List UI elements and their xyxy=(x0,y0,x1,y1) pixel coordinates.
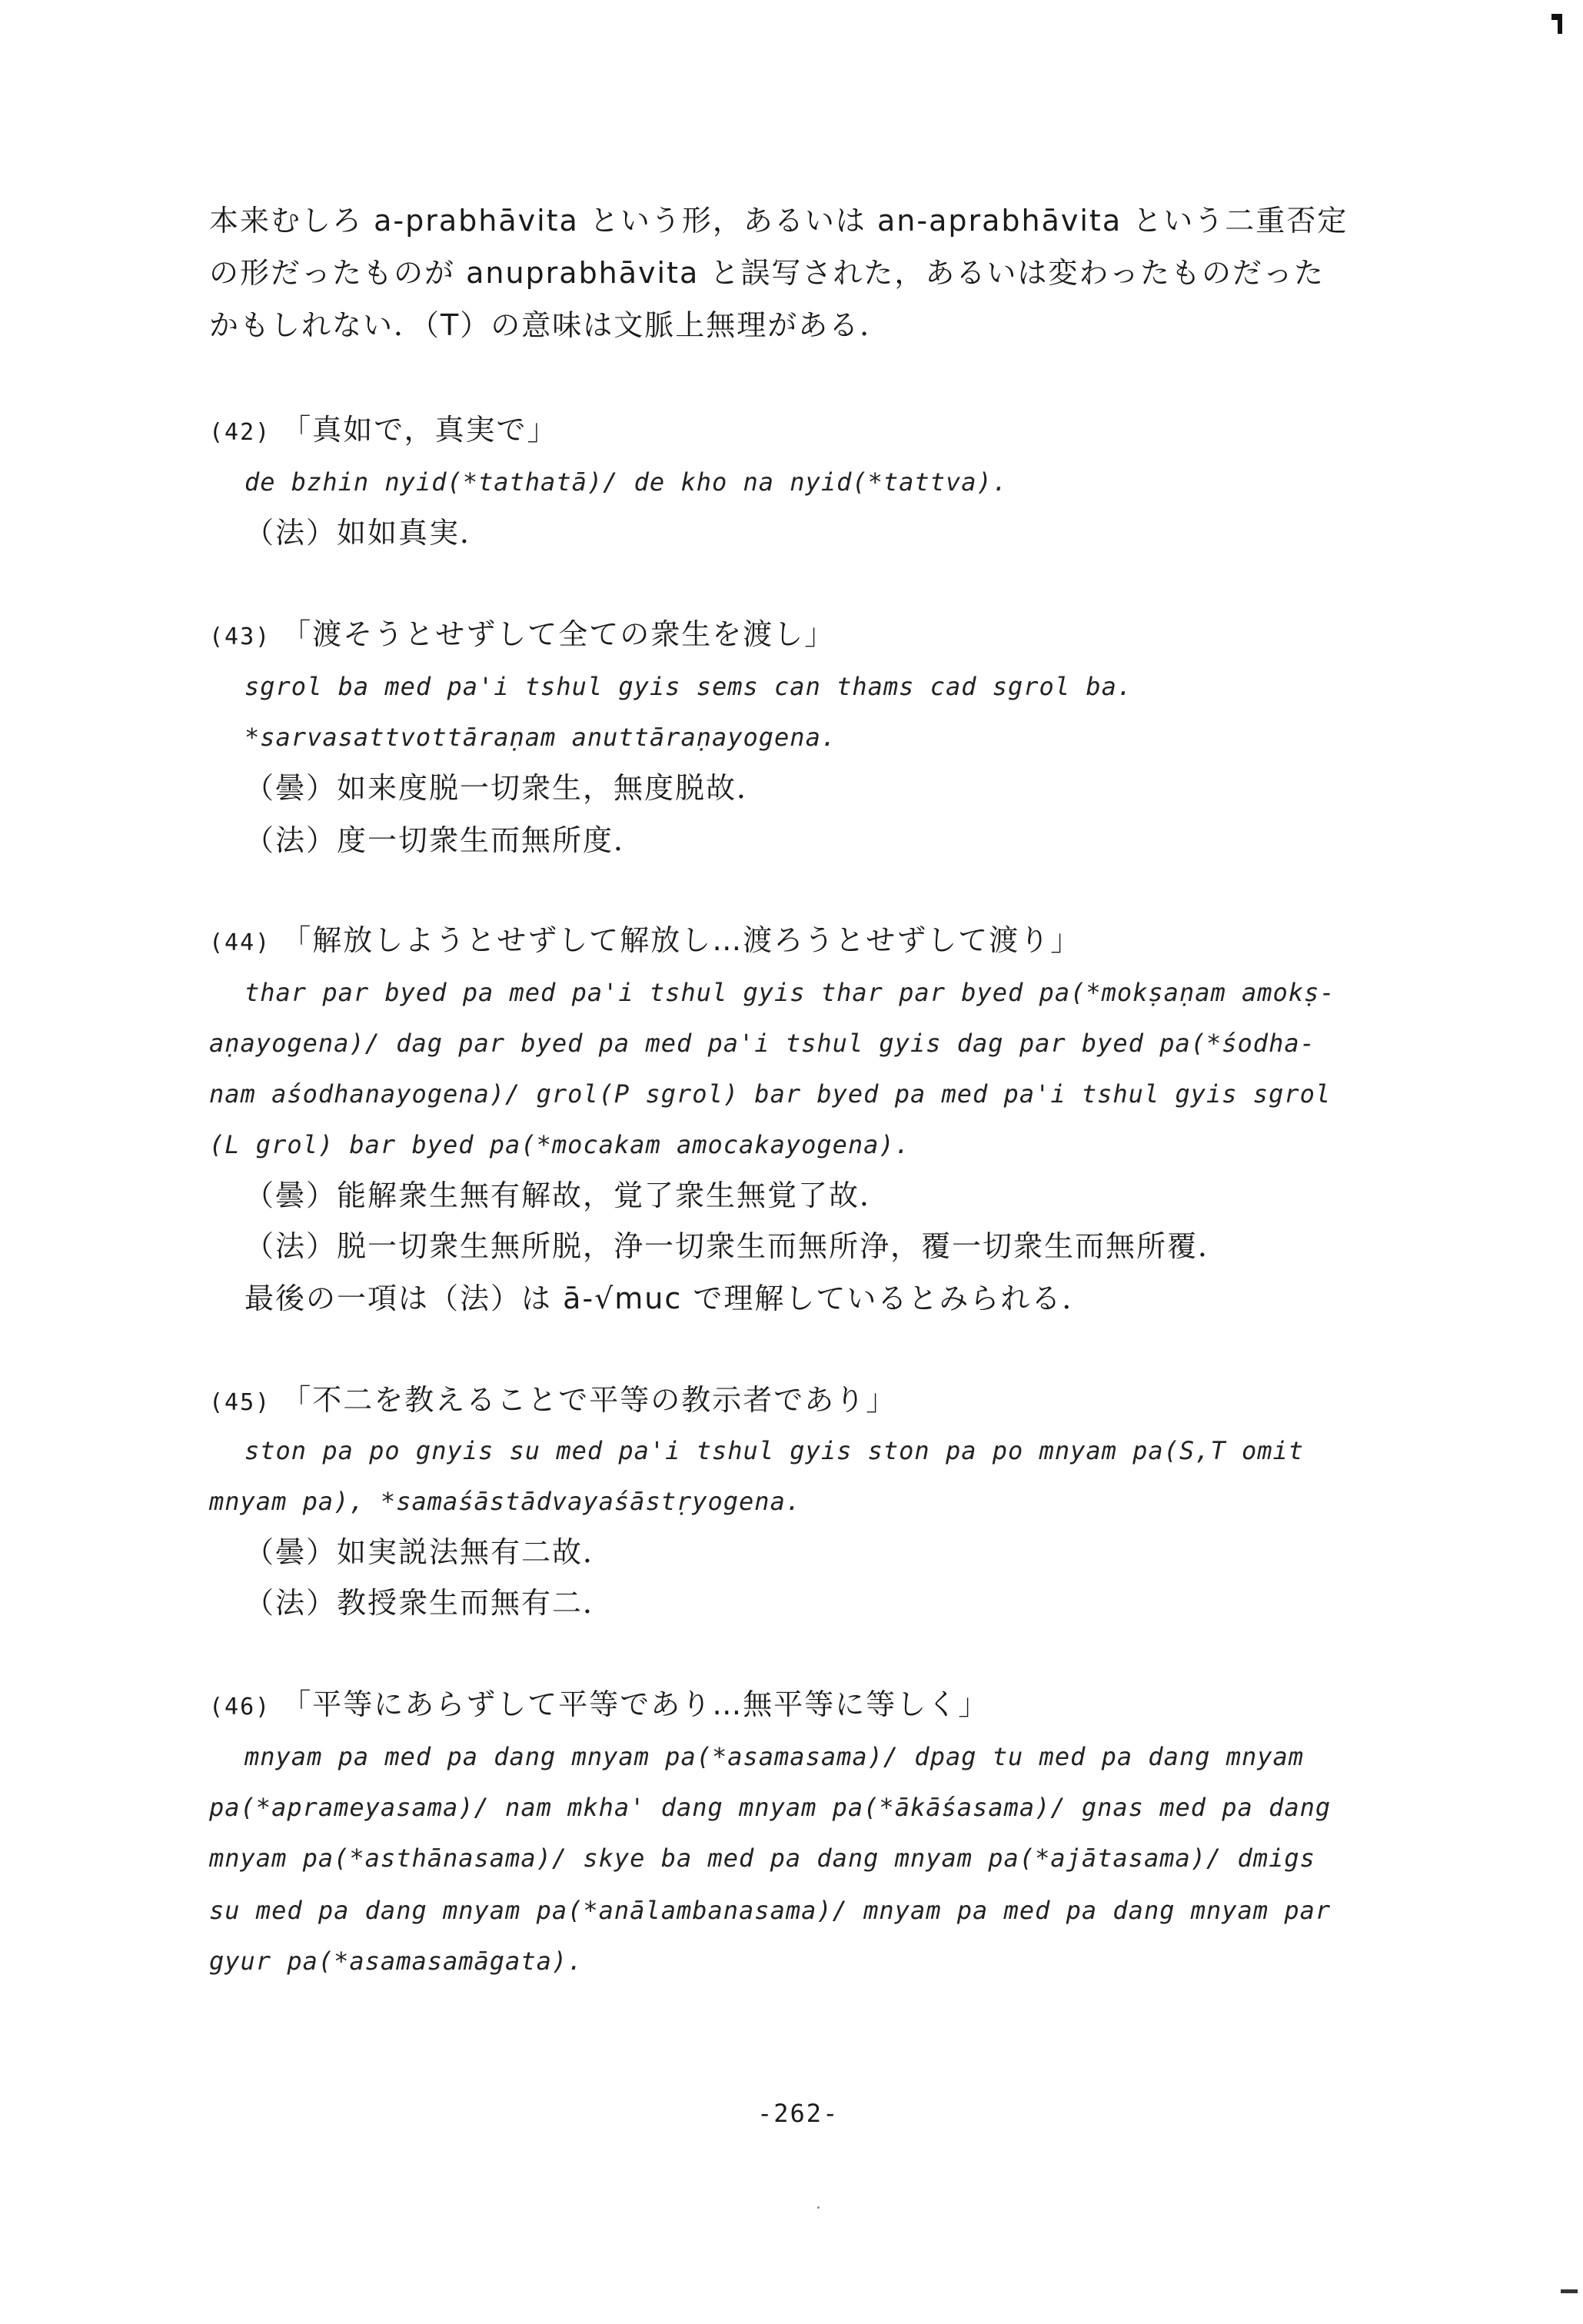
section-44-tibetan-2: aṇayogena)/ dag par byed pa med pa'i tshul gyis dag par byed pa(*śodha- xyxy=(209,1029,1315,1058)
section-43-heading xyxy=(209,615,835,657)
section-number: (44) xyxy=(209,929,271,956)
section-43-note-1: （曇）如来度脱一切衆生，無度脱故． xyxy=(244,771,768,805)
section-title: 「真如で，真実で」 xyxy=(281,413,558,447)
section-number: (42) xyxy=(209,419,271,446)
corner-registration-mark xyxy=(1551,14,1562,34)
section-44-tibetan-1: thar par byed pa med pa'i tshul gyis thar par byed pa(*mokṣaṇam amokṣ- xyxy=(244,978,1335,1007)
section-44-tibetan-4: (L grol) bar byed pa(*mocakam amocakayogena). xyxy=(209,1130,910,1159)
section-title: 「解放しようとせずして解放し…渡ろうとせずして渡り」 xyxy=(281,923,1082,957)
section-title: 「平等にあらずして平等であり…無平等に等しく」 xyxy=(281,1687,989,1721)
page-number: -262- xyxy=(757,2099,840,2128)
section-46-tibetan-2: pa(*aprameyasama)/ nam mkha' dang mnyam pa(*ākāśasama)/ gnas med pa dang xyxy=(209,1793,1332,1822)
section-44-tibetan-3: nam aśodhanayogena)/ grol(P sgrol) bar byed pa med pa'i tshul gyis sgrol xyxy=(209,1079,1332,1109)
section-44-heading xyxy=(209,921,1081,963)
section-46-tibetan-3: mnyam pa(*asthānasama)/ skye ba med pa dang mnyam pa(*ajātasama)/ dmigs xyxy=(209,1844,1315,1873)
section-45-heading xyxy=(209,1381,896,1422)
section-title: 「渡そうとせずして全ての衆生を渡し」 xyxy=(281,617,836,651)
section-42-tibetan-1: de bzhin nyid(*tathatā)/ de kho na nyid(*tattva). xyxy=(244,467,1009,497)
scan-speck xyxy=(817,2206,820,2209)
section-42-heading xyxy=(209,411,558,452)
section-44-note-2: （法）脱一切衆生無所脱，浄一切衆生而無所浄，覆一切衆生而無所覆． xyxy=(244,1229,1229,1263)
section-43-tibetan-1: sgrol ba med pa'i tshul gyis sems can thams cad sgrol ba. xyxy=(244,672,1133,701)
section-44-note-1: （曇）能解衆生無有解故，覚了衆生無覚了故． xyxy=(244,1179,891,1212)
intro-line-2: の形だったものが anuprabhāvita と誤写された，あるいは変わったものだった xyxy=(209,256,1325,290)
section-45-note-2: （法）教授衆生而無有二． xyxy=(244,1586,614,1620)
section-45-tibetan-1: ston pa po gnyis su med pa'i tshul gyis ston pa po mnyam pa(S,T omit xyxy=(244,1436,1305,1465)
section-title: 「不二を教えることで平等の教示者であり」 xyxy=(281,1383,897,1417)
section-number: (46) xyxy=(209,1694,271,1721)
section-46-heading xyxy=(209,1685,989,1727)
section-42-note-1: （法）如如真実． xyxy=(244,516,491,550)
edge-scan-mark xyxy=(1561,2289,1578,2293)
intro-line-3: かもしれない．（T）の意味は文脈上無理がある． xyxy=(209,308,891,342)
section-45-note-1: （曇）如実説法無有二故． xyxy=(244,1535,614,1569)
section-46-tibetan-1: mnyam pa med pa dang mnyam pa(*asamasama)/ dpag tu med pa dang mnyam xyxy=(244,1742,1305,1771)
section-45-tibetan-2: mnyam pa), *samaśāstādvayaśāstṛyogena. xyxy=(209,1487,802,1516)
intro-line-1: 本来むしろ a-prabhāvita という形，あるいは an-aprabhāvita という二重否定 xyxy=(209,204,1349,238)
section-46-tibetan-4: su med pa dang mnyam pa(*anālambanasama)/ mnyam pa med pa dang mnyam par xyxy=(209,1896,1332,1925)
section-number: (45) xyxy=(209,1389,271,1416)
section-43-tibetan-2: *sarvasattvottāraṇam anuttāraṇayogena. xyxy=(244,723,837,752)
section-number: (43) xyxy=(209,623,271,650)
section-44-note-3: 最後の一項は（法）は ā-√muc で理解しているとみられる． xyxy=(244,1282,1093,1315)
section-43-note-2: （法）度一切衆生而無所度． xyxy=(244,823,645,857)
section-46-tibetan-5: gyur pa(*asamasamāgata). xyxy=(209,1947,584,1976)
